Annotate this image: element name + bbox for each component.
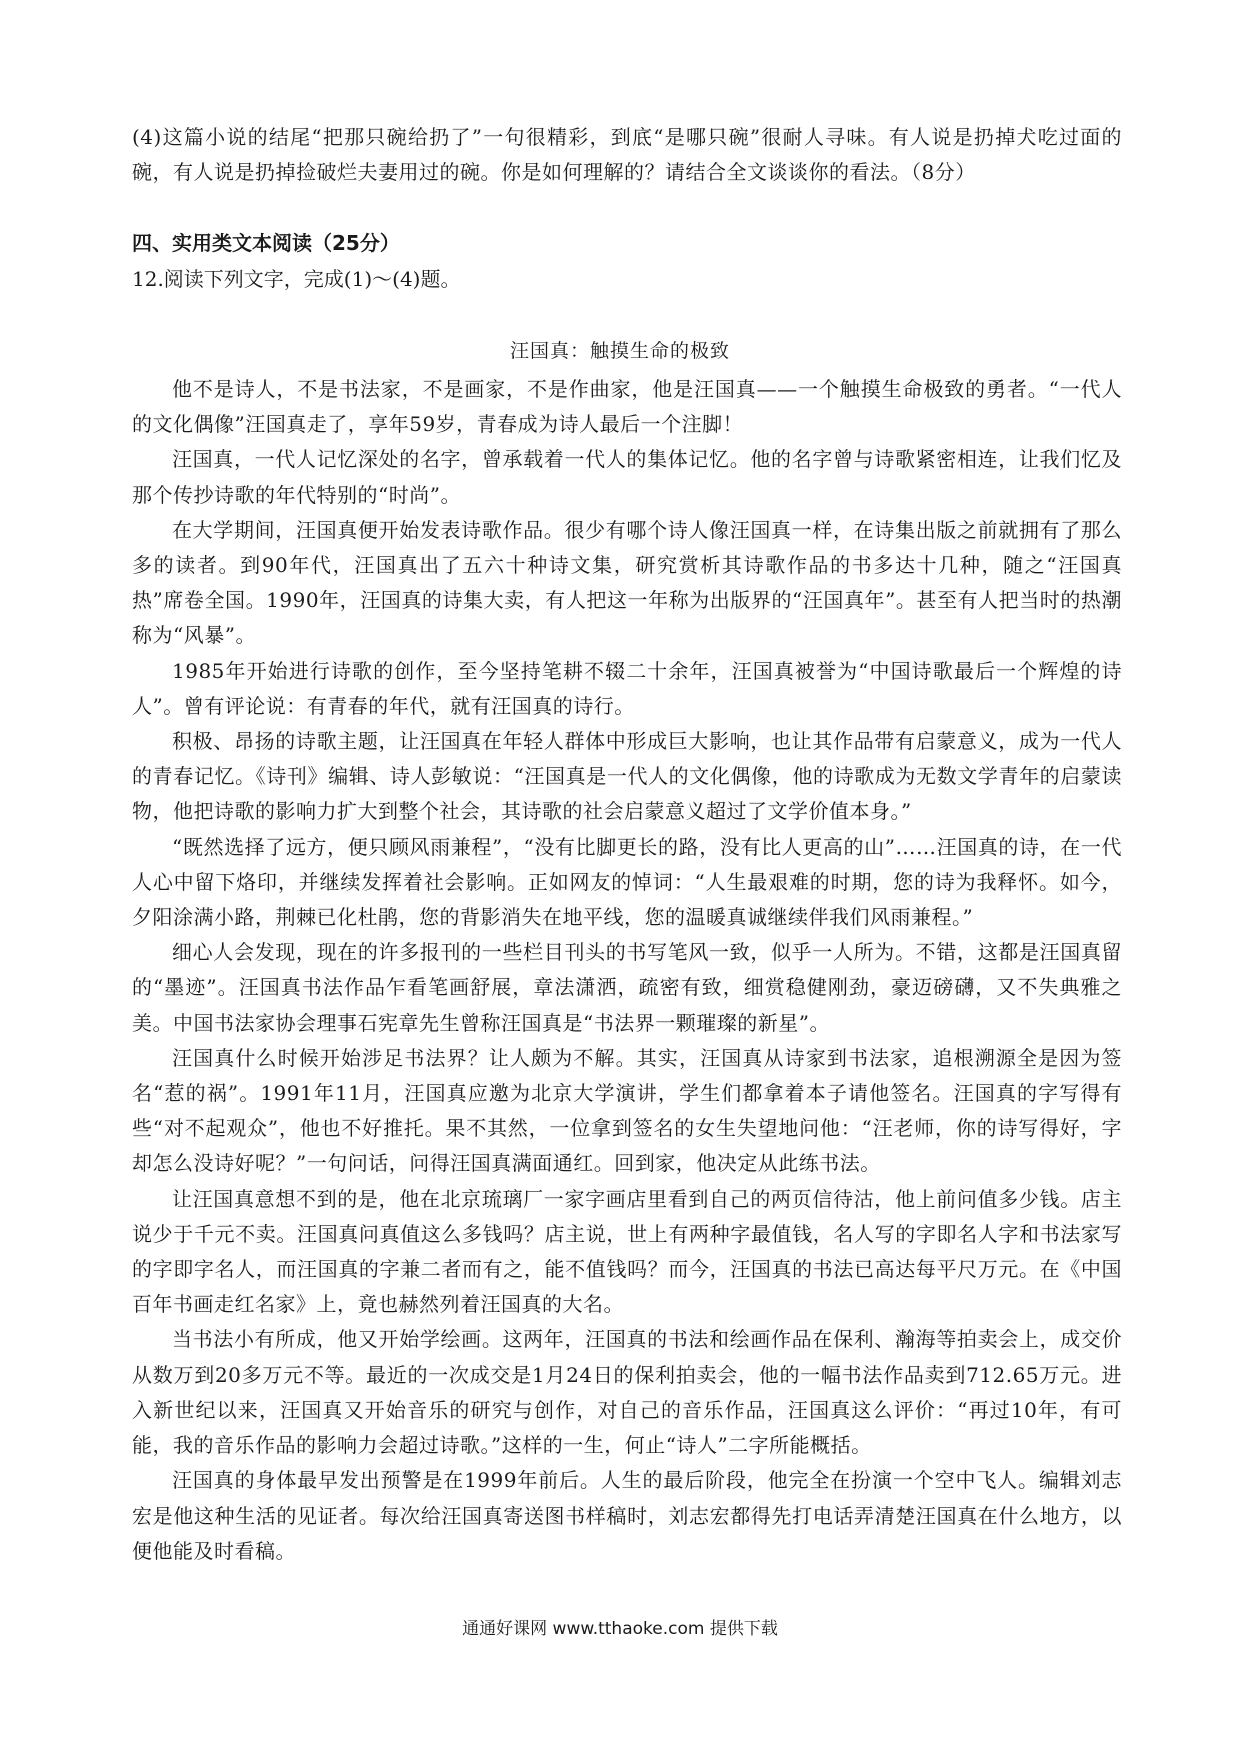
article-paragraph: 当书法小有所成，他又开始学绘画。这两年，汪国真的书法和绘画作品在保利、瀚海等拍卖会上，成交价从数万到20多万元不等。最近的一次成交是1月24日的保利拍卖会，他的一幅书法作品卖到712.65万元。进入新世纪以来，汪国真又开始音乐的研究与创作，对自己的音乐作品，汪国真这么评价：“再过10年，有可能，我的音乐作品的影响力会超过诗歌。”这样的一生，何止“诗人”二字所能概括。 bbox=[132, 1327, 1122, 1458]
article-paragraph: 汪国真的身体最早发出预警是在1999年前后。人生的最后阶段，他完全在扮演一个空中飞人。编辑刘志宏是他这种生活的见证者。每次给汪国真寄送图书样稿时，刘志宏都得先打电话弄清楚汪国真在什么地方，以便他能及时看稿。 bbox=[132, 1468, 1122, 1563]
section-heading: 四、实用类文本阅读（25分） bbox=[132, 231, 400, 255]
question-12-instruction: 12.阅读下列文字，完成(1)～(4)题。 bbox=[132, 267, 461, 291]
article-paragraph: 汪国真，一代人记忆深处的名字，曾承载着一代人的集体记忆。他的名字曾与诗歌紧密相连，让我们忆及那个传抄诗歌的年代特别的“时尚”。 bbox=[132, 447, 1122, 507]
article-body bbox=[132, 372, 1122, 1569]
article-paragraph: 在大学期间，汪国真便开始发表诗歌作品。很少有哪个诗人像汪国真一样，在诗集出版之前就拥有了那么多的读者。到90年代，汪国真出了五六十种诗文集，研究赏析其诗歌作品的书多达十几种，随之“汪国真热”席卷全国。1990年，汪国真的诗集大卖，有人把这一年称为出版界的“汪国真年”。甚至有人把当时的热潮称为“风暴”。 bbox=[132, 517, 1122, 648]
article-paragraph: 细心人会发现，现在的许多报刊的一些栏目刊头的书写笔风一致，似乎一人所为。不错，这都是汪国真留的“墨迹”。汪国真书法作品乍看笔画舒展，章法潇洒，疏密有致，细赏稳健刚劲，豪迈磅礴，又不失典雅之美。中国书法家协会理事石宪章先生曾称汪国真是“书法界一颗璀璨的新星”。 bbox=[132, 940, 1122, 1035]
article-paragraph: 汪国真什么时候开始涉足书法界？让人颇为不解。其实，汪国真从诗家到书法家，追根溯源全是因为签名“惹的祸”。1991年11月，汪国真应邀为北京大学演讲，学生们都拿着本子请他签名。汪国真的字写得有些“对不起观众”，他也不好推托。果不其然，一位拿到签名的女生失望地问他：“汪老师，你的诗写得好，字却怎么没诗好呢？”一句问话，问得汪国真满面通红。回到家，他决定从此练书法。 bbox=[132, 1045, 1122, 1176]
article-paragraph: 他不是诗人，不是书法家，不是画家，不是作曲家，他是汪国真——一个触摸生命极致的勇者。“一代人的文化偶像”汪国真走了，享年59岁，青春成为诗人最后一个注脚！ bbox=[132, 377, 1122, 437]
question-4-text: (4)这篇小说的结尾“把那只碗给扔了”一句很精彩，到底“是哪只碗”很耐人寻味。有人说是扔掉犬吃过面的碗，有人说是扔掉捡破烂夫妻用过的碗。你是如何理解的？请结合全文谈谈你的看法。（8分） bbox=[132, 125, 1122, 184]
article-paragraph: 积极、昂扬的诗歌主题，让汪国真在年轻人群体中形成巨大影响，也让其作品带有启蒙意义，成为一代人的青春记忆。《诗刊》编辑、诗人彭敏说：“汪国真是一代人的文化偶像，他的诗歌成为无数文学青年的启蒙读物，他把诗歌的影响力扩大到整个社会，其诗歌的社会启蒙意义超过了文学价值本身。” bbox=[132, 729, 1122, 824]
article-paragraph: “既然选择了远方，便只顾风雨兼程”，“没有比脚更长的路，没有比人更高的山”……汪国真的诗，在一代人心中留下烙印，并继续发挥着社会影响。正如网友的悼词：“人生最艰难的时期，您的诗为我释怀。如今，夕阳涂满小路，荆棘已化杜鹃，您的背影消失在地平线，您的温暖真诚继续伴我们风雨兼程。” bbox=[132, 834, 1122, 930]
article-paragraph: 1985年开始进行诗歌的创作，至今坚持笔耕不辍二十余年，汪国真被誉为“中国诗歌最后一个辉煌的诗人”。曾有评论说：有青春的年代，就有汪国真的诗行。 bbox=[132, 658, 1122, 718]
article-paragraph: 让汪国真意想不到的是，他在北京琉璃厂一家字画店里看到自己的两页信待沽，他上前问值多少钱。店主说少于千元不卖。汪国真问真值这么多钱吗？店主说，世上有两种字最值钱，名人写的字即名人字和书法家写的字即字名人，而汪国真的字兼二者而有之，能不值钱吗？而今，汪国真的书法已高达每平尺万元。在《中国百年书画走红名家》上，竟也赫然列着汪国真的大名。 bbox=[132, 1186, 1122, 1317]
article-title: 汪国真：触摸生命的极致 bbox=[509, 340, 730, 362]
page-footer: 通通好课网 www.tthaoke.com 提供下载 bbox=[462, 1619, 778, 1639]
